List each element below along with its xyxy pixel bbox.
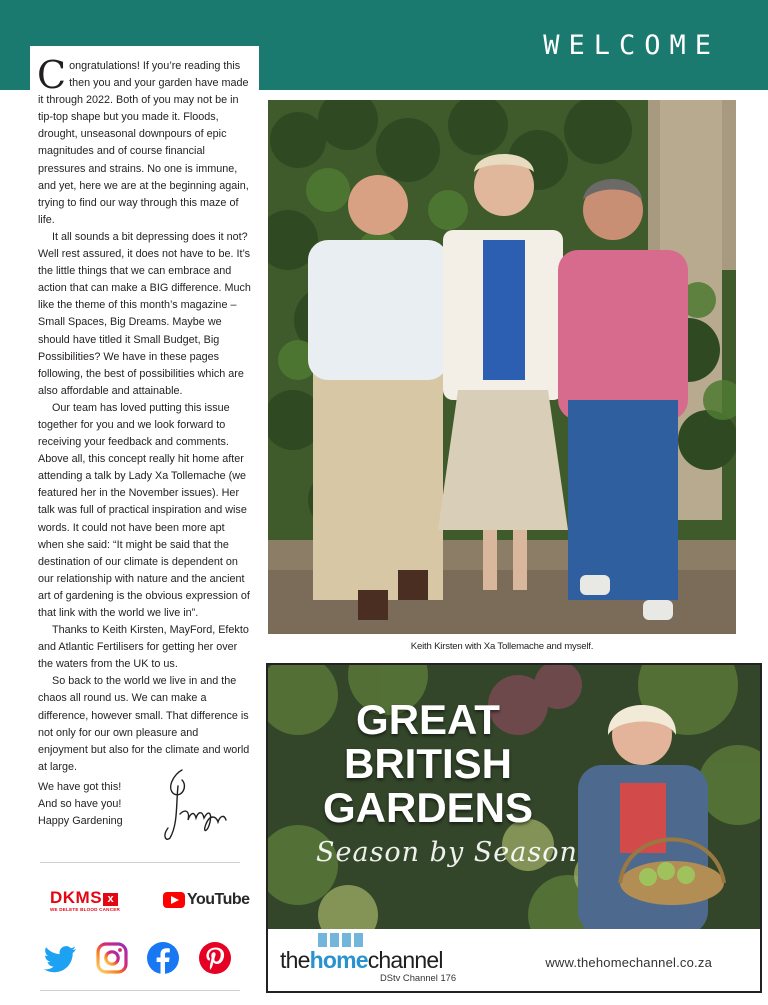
- divider-top: [40, 862, 240, 863]
- sign-off-line-2: And so have you!: [38, 798, 122, 811]
- instagram-icon[interactable]: [95, 941, 129, 975]
- dstv-channel-number: DStv Channel 176: [380, 972, 457, 983]
- youtube-logo[interactable]: [163, 890, 250, 910]
- ad-footer: [268, 929, 760, 991]
- home-channel-stripes-icon: [318, 933, 363, 947]
- ad-url-link[interactable]: www.thehomechannel.co.za: [545, 955, 712, 970]
- sign-off-line-1: We have got this!: [38, 781, 122, 793]
- editorial-paragraph-1: [37, 53, 251, 229]
- sign-off: [38, 779, 123, 830]
- editorial-column: [30, 46, 259, 846]
- pinterest-icon[interactable]: [198, 941, 232, 975]
- twitter-icon[interactable]: [43, 941, 77, 975]
- facebook-icon[interactable]: [146, 941, 180, 975]
- editorial-paragraph-3: Our team has loved putting this issue together for you and we look forward to receiving your feedback and comments. Above all, this concept really hit home after attending a talk by Lady Xa Tollemache (we featured her in the November issues). Her talk was full of practical inspiration and wise words. It could not have been more apt when she said: “It might be said that the destination of our climate is dependent on our relationship with nature and the ancient art of gardening is the obvious expression of that link with the world we live in”.: [38, 401, 250, 619]
- dkms-logo[interactable]: [50, 888, 130, 918]
- handwritten-signature: [160, 764, 232, 844]
- divider-bottom: [40, 990, 240, 991]
- photo-caption: Keith Kirsten with Xa Tollemache and myself.: [410, 641, 594, 652]
- ad-title-line-3: GARDENS: [322, 784, 534, 831]
- home-channel-wordmark: thehomechannel: [280, 947, 443, 973]
- editorial-paragraph-4: Thanks to Keith Kirsten, MayFord, Efekto and Atlantic Fertilisers for getting her over the waters from the UK to us.: [38, 624, 249, 671]
- youtube-play-icon: [163, 892, 185, 908]
- ad-title-line-2: BRITISH: [344, 740, 512, 787]
- paragraph-1-text: ongratulations! If you’re reading this then you and your garden have made it through 2022. Both of you may not be in tip-top shape but you made it. Floods, drought, unseasonal downpours of epic magnitudes and of course financial pressures and strains. No one is immune, and yet, here we are at the beginning again, trying to find our way through this maze of life.: [38, 60, 249, 226]
- youtube-wordmark: YouTube: [187, 891, 250, 908]
- dkms-x-icon: x: [103, 893, 118, 906]
- editorial-paragraph-5: So back to the world we live in and the chaos all round us. We can make a difference, however small. That difference is not only for our own pleasure and enjoyment but also for the climate and world at large.: [38, 675, 250, 773]
- dkms-tagline: WE DELETE BLOOD CANCER: [50, 907, 120, 912]
- dkms-wordmark: DKMS: [50, 888, 103, 907]
- great-british-gardens-ad[interactable]: [266, 663, 762, 993]
- ad-title-line-1: GREAT: [356, 696, 500, 743]
- group-photo: [268, 100, 736, 634]
- section-title: WELCOME: [543, 30, 720, 61]
- drop-cap: C: [37, 53, 67, 97]
- editorial-paragraph-2: It all sounds a bit depressing does it not? Well rest assured, it does not have to be. It’s the little things that we can embrace and action that can make a BIG difference. Much like the theme of this month’s magazine – Small Spaces, Big Dreams. Maybe we should have titled it Small Budget, Big Possibilities? We have in these pages following, the best of possibilities which are also affordable and attainable.: [38, 230, 251, 397]
- sign-off-line-3: Happy Gardening: [38, 815, 123, 828]
- ad-script-subtitle: Season by Season: [316, 837, 578, 868]
